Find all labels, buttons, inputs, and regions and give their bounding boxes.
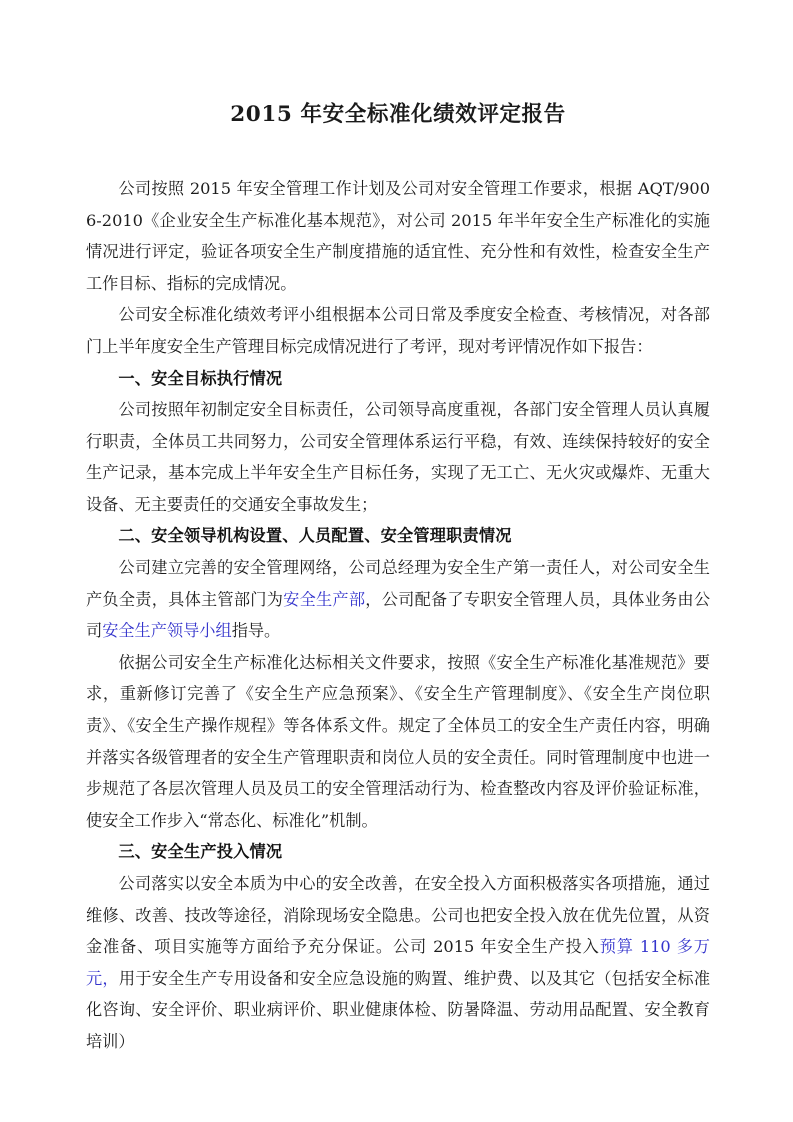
page-title: 2015 年安全标准化绩效评定报告: [230, 102, 566, 127]
paragraph-safety-investment: [86, 868, 710, 1058]
paragraph-system-documents: 依据公司安全生产标准化达标相关文件要求，按照《安全生产标准化基准规范》要求，重新修订完善了《安全生产应急预案》、《安全生产管理制度》、《安全生产岗位职责》、《安全生产操作规程》等各体系文件。规定了全体员工的安全生产责任内容，明确并落实各级管理者的安全生产管理职责和岗位人员的安全责任。同时管理制度中也进一步规范了各层次管理人员及员工的安全管理活动行为、检查整改内容及评价验证标准，使安全工作步入“常态化、标准化”机制。: [86, 652, 710, 830]
highlight-budget-amount: 预算 110 多万元，: [86, 937, 710, 988]
paragraph-org-structure-text-1: 公司建立完善的安全管理网络，公司总经理为安全生产第一责任人，对公司安全生产负全责，具体主管部门为: [86, 558, 710, 609]
section-heading-2: 二、安全领导机构设置、人员配置、安全管理职责情况: [118, 526, 512, 546]
section-heading-3: 三、安全生产投入情况: [118, 842, 283, 862]
paragraph-safety-target-execution: 公司按照年初制定安全目标责任，公司领导高度重视，各部门安全管理人员认真履行职责，全体员工共同努力，公司安全管理体系运行平稳，有效、连续保持较好的安全生产记录，基本完成上半年安全生产目标任务，实现了无工亡、无火灾或爆炸、无重大设备、无主要责任的交通安全事故发生；: [86, 400, 710, 514]
paragraph-safety-investment-text-1: 公司落实以安全本质为中心的安全改善，在安全投入方面积极落实各项措施，通过维修、改善、技改等途径，消除现场安全隐患。公司也把安全投入放在优先位置，从资金准备、项目实施等方面给予充分保证。公司 2015 年安全生产投入: [86, 874, 710, 957]
paragraph-org-structure-text-2: ，公司配备了专职安全管理人员，具体业务由公司: [86, 589, 711, 641]
document-content: [86, 0, 710, 1058]
highlight-safety-production-department: 安全生产部: [283, 589, 366, 609]
paragraph-evaluation-group: 公司安全标准化绩效考评小组根据本公司日常及季度安全检查、考核情况，对各部门上半年度安全生产管理目标完成情况进行了考评，现对考评情况作如下报告：: [86, 305, 710, 356]
paragraph-org-structure-text-3: 指导。: [231, 621, 281, 641]
title-spacer: [86, 129, 710, 173]
highlight-safety-leadership-group: 安全生产领导小组: [102, 621, 232, 641]
paragraph-safety-investment-text-2: 用于安全生产专用设备和安全应急设施的购置、维护费、以及其它（包括安全标准化咨询、安全评价、职业病评价、职业健康体检、防暑降温、劳动用品配置、安全教育培训）: [86, 968, 711, 1051]
section-heading-1: 一、安全目标执行情况: [118, 368, 283, 388]
paragraph-intro-scope: 公司按照 2015 年安全管理工作计划及公司对安全管理工作要求，根据 AQT/9006-2010《企业安全生产标准化基本规范》，对公司 2015 年半年安全生产标准化的实施情况进行评定，验证各项安全生产制度措施的适宜性、充分性和有效性，检查安全生产工作目标、指标的完成情况。: [86, 178, 710, 293]
paragraph-org-structure: [86, 552, 710, 647]
